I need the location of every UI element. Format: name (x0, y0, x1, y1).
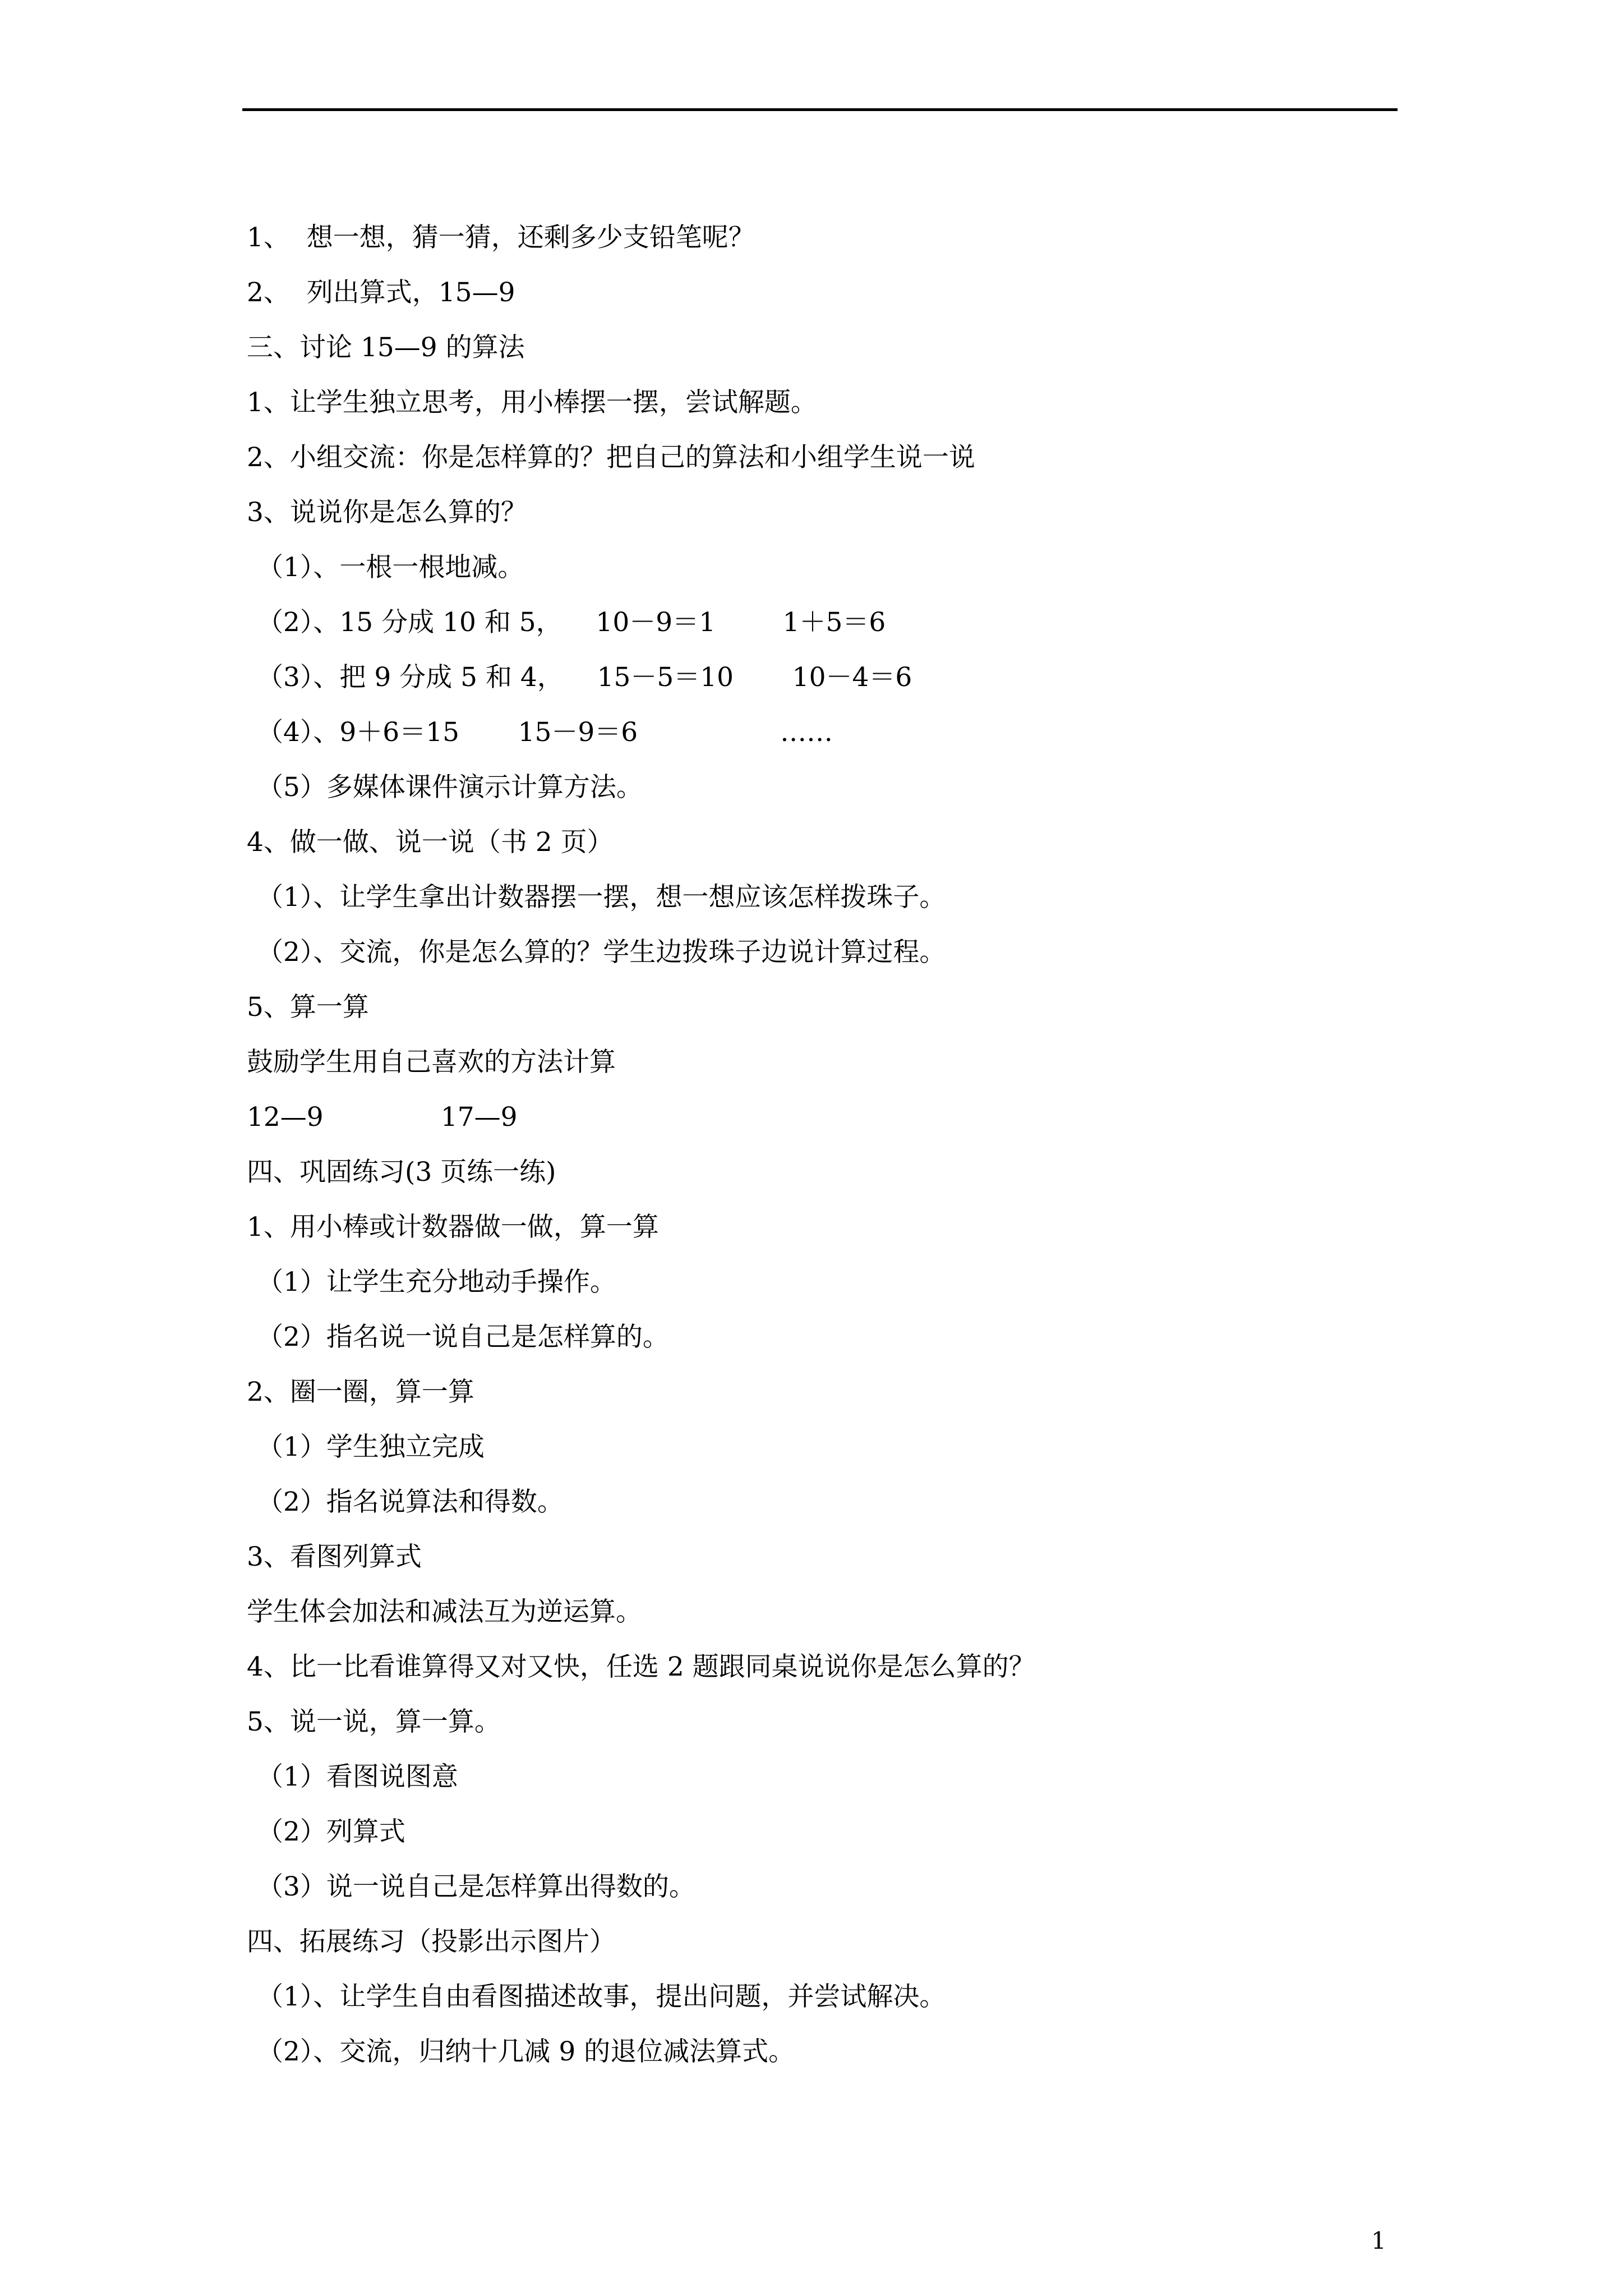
text-line: （1）让学生充分地动手操作。 (257, 1267, 616, 1297)
text-line: 3、看图列算式 (247, 1542, 422, 1572)
text-line: （2）、15 分成 10 和 5， 10－9＝1 1＋5＝6 (257, 607, 886, 638)
text-line: 3、说说你是怎么算的？ (247, 497, 527, 528)
page-number: 1 (1371, 2227, 1386, 2254)
section-heading: 四、拓展练习（投影出示图片） (247, 1926, 616, 1957)
text-line: （1）学生独立完成 (257, 1432, 485, 1462)
text-line: （3）、把 9 分成 5 和 4， 15－5＝10 10－4＝6 (257, 662, 912, 693)
text-line: （2）指名说一说自己是怎样算的。 (257, 1322, 669, 1352)
text-line: 5、说一说，算一算。 (247, 1706, 501, 1737)
text-line: （5）多媒体课件演示计算方法。 (257, 772, 643, 803)
text-line: 12—9 17—9 (247, 1102, 518, 1133)
text-line: 1、 想一想，猜一猜，还剩多少支铅笔呢？ (247, 222, 755, 253)
text-line: 5、算一算 (247, 992, 369, 1023)
text-line: 4、比一比看谁算得又对又快，任选 2 题跟同桌说说你是怎么算的？ (247, 1651, 1035, 1682)
text-line: 2、圈一圈，算一算 (247, 1377, 474, 1407)
document-body (247, 210, 1402, 2079)
text-line: （3）说一说自己是怎样算出得数的。 (257, 1871, 695, 1902)
header-rule (242, 108, 1398, 111)
section-heading: 三、讨论 15—9 的算法 (247, 332, 525, 363)
text-line: 学生体会加法和减法互为逆运算。 (247, 1596, 642, 1627)
text-line: 鼓励学生用自己喜欢的方法计算 (247, 1047, 616, 1078)
text-line: （2）、交流，归纳十几减 9 的退位减法算式。 (257, 2036, 795, 2067)
text-line: 2、小组交流：你是怎样算的？把自己的算法和小组学生说一说 (247, 442, 975, 473)
text-line: （2）指名说算法和得数。 (257, 1487, 564, 1517)
text-line: （1）、让学生自由看图描述故事，提出问题，并尝试解决。 (257, 1981, 946, 2012)
text-line: 2、 列出算式，15—9 (247, 277, 515, 308)
text-line: （4）、9＋6＝15 15－9＝6 …… (257, 717, 833, 748)
section-heading: 四、巩固练习(3 页练一练) (247, 1157, 556, 1188)
text-line: （1）、让学生拿出计数器摆一摆，想一想应该怎样拨珠子。 (257, 882, 946, 913)
text-line: （1）、一根一根地减。 (257, 552, 524, 583)
text-line: 1、用小棒或计数器做一做，算一算 (247, 1212, 659, 1243)
text-line: （1）看图说图意 (257, 1761, 458, 1792)
text-line: 1、让学生独立思考，用小棒摆一摆，尝试解题。 (247, 387, 817, 418)
text-line: 4、做一做、说一说（书 2 页） (247, 827, 614, 858)
text-line: （2）、交流，你是怎么算的？学生边拨珠子边说计算过程。 (257, 937, 946, 968)
text-line: （2）列算式 (257, 1816, 405, 1847)
